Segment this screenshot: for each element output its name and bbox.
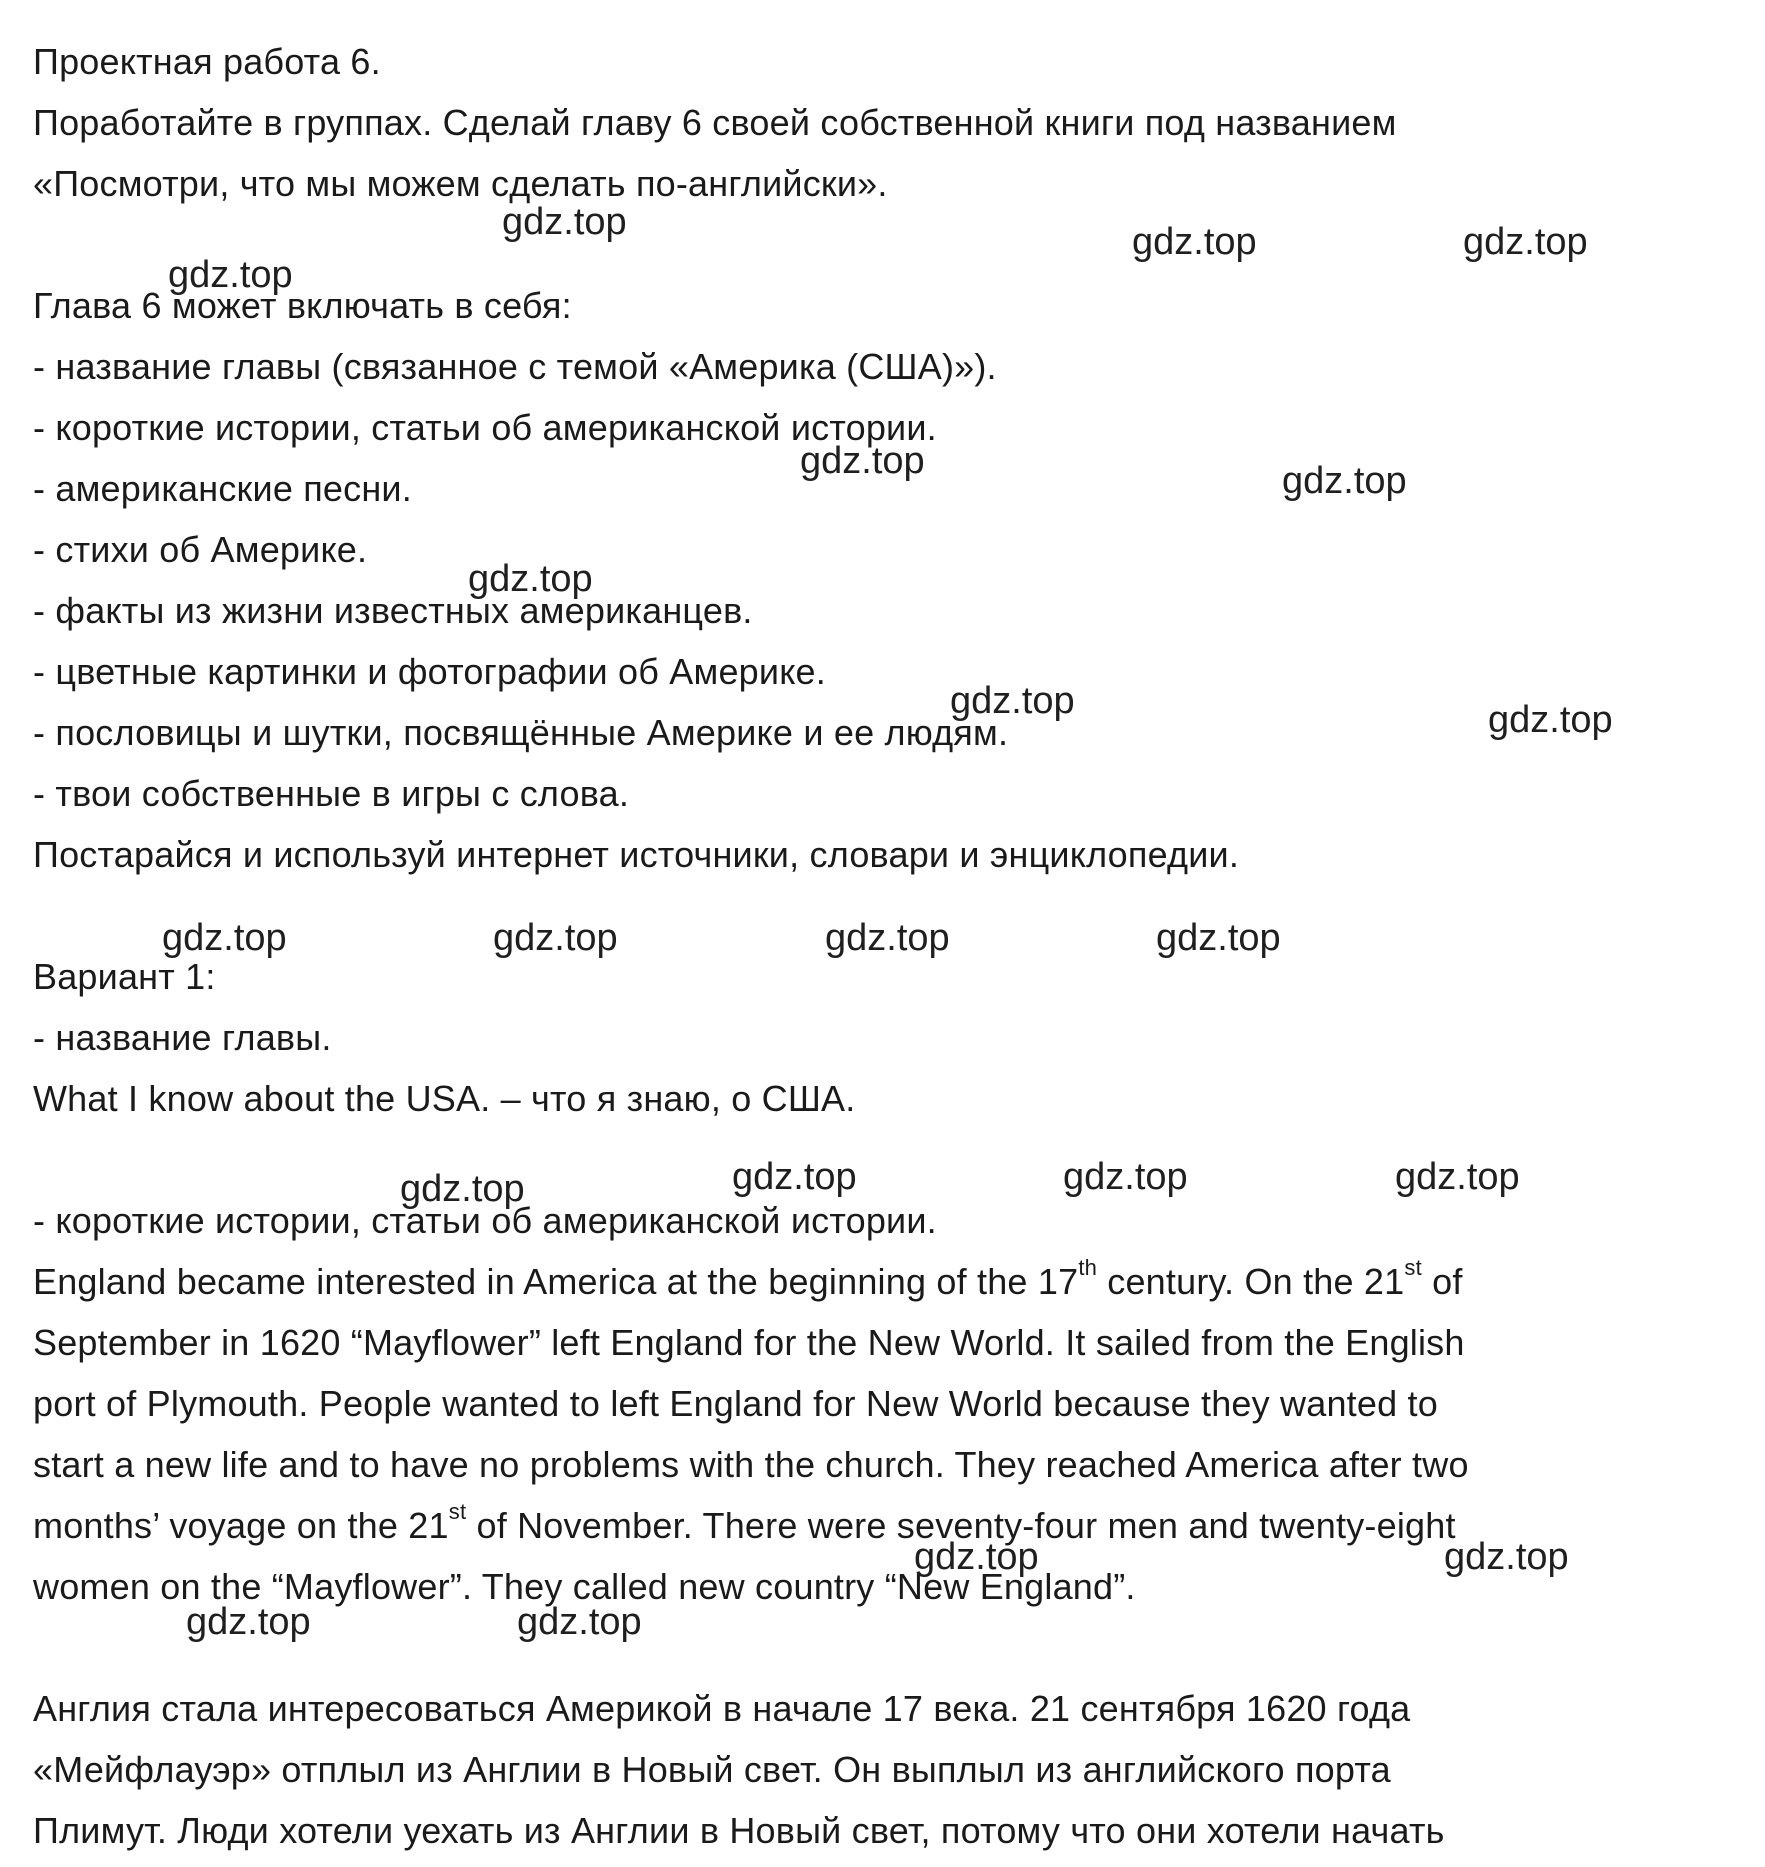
includes-item: - название главы (связанное с темой «Америка (США)»). — [33, 346, 997, 387]
chapter-name-label: - название главы. — [33, 1017, 332, 1058]
english-paragraph-line-2: September in 1620 “Mayflower” left England for the New World. It sailed from the English — [33, 1322, 1465, 1363]
includes-heading: Глава 6 может включать в себя: — [33, 285, 572, 326]
english-line-5-text-b: of November. There were seventy-four men and twenty-eight — [466, 1505, 1456, 1546]
watermark: gdz.top — [186, 1601, 311, 1643]
watermark: gdz.top — [493, 917, 618, 959]
watermark: gdz.top — [914, 1536, 1039, 1578]
watermark: gdz.top — [1444, 1536, 1569, 1578]
includes-item: - пословицы и шутки, посвящённые Америке и ее людям. — [33, 712, 1009, 753]
variant-heading: Вариант 1: — [33, 956, 216, 997]
watermark: gdz.top — [1132, 221, 1257, 263]
russian-paragraph-line-2: «Мейфлауэр» отплыл из Англии в Новый свет. Он выплыл из английского порта — [33, 1749, 1391, 1790]
watermark: gdz.top — [950, 680, 1075, 722]
watermark: gdz.top — [1488, 699, 1613, 741]
english-line-5-text-a: months’ voyage on the 21 — [33, 1505, 449, 1546]
includes-item: - цветные картинки и фотографии об Америке. — [33, 651, 826, 692]
includes-item: - короткие истории, статьи об американской истории. — [33, 407, 937, 448]
watermark: gdz.top — [1395, 1156, 1520, 1198]
russian-paragraph-line-3: Плимут. Люди хотели уехать из Англии в Новый свет, потому что они хотели начать — [33, 1810, 1445, 1851]
includes-item: - стихи об Америке. — [33, 529, 368, 570]
watermark: gdz.top — [168, 254, 293, 296]
superscript-st: st — [448, 1499, 467, 1524]
watermark: gdz.top — [517, 1601, 642, 1643]
superscript-st: st — [1404, 1255, 1422, 1280]
includes-item: - факты из жизни известных американцев. — [33, 590, 753, 631]
english-line-1-text-a: England became interested in America at the beginning of the 17 — [33, 1261, 1079, 1302]
english-line-1-text-b: century. On the 21 — [1097, 1261, 1405, 1302]
watermark: gdz.top — [1282, 460, 1407, 502]
intro-line-2: «Посмотри, что мы можем сделать по-английски». — [33, 163, 888, 204]
english-line-1-text-c: of — [1421, 1261, 1463, 1302]
watermark: gdz.top — [732, 1156, 857, 1198]
includes-item: - твои собственные в игры с слова. — [33, 773, 630, 814]
document-title: Проектная работа 6. — [33, 41, 381, 82]
chapter-name-value: What I know about the USA. – что я знаю, о США. — [33, 1078, 856, 1119]
includes-item: - американские песни. — [33, 468, 412, 509]
advice-line: Постарайся и используй интернет источники, словари и энциклопедии. — [33, 834, 1240, 875]
stories-label: - короткие истории, статьи об американской истории. — [33, 1200, 937, 1241]
watermark: gdz.top — [825, 917, 950, 959]
watermark: gdz.top — [1063, 1156, 1188, 1198]
english-paragraph-line-3: port of Plymouth. People wanted to left England for New World because they wanted to — [33, 1383, 1438, 1424]
watermark: gdz.top — [162, 917, 287, 959]
watermark: gdz.top — [800, 440, 925, 482]
russian-paragraph-line-1: Англия стала интересоваться Америкой в начале 17 века. 21 сентября 1620 года — [33, 1688, 1411, 1729]
intro-line-1: Поработайте в группах. Сделай главу 6 своей собственной книги под названием — [33, 102, 1397, 143]
english-paragraph-line-5 — [33, 1499, 1456, 1548]
english-paragraph-line-6: women on the “Mayflower”. They called new country “New England”. — [33, 1566, 1136, 1607]
watermark: gdz.top — [400, 1168, 525, 1210]
watermark: gdz.top — [1463, 221, 1588, 263]
watermark: gdz.top — [1156, 917, 1281, 959]
superscript-th: th — [1078, 1255, 1098, 1280]
english-paragraph-line-1 — [33, 1255, 1463, 1304]
english-paragraph-line-4: start a new life and to have no problems with the church. They reached America after two — [33, 1444, 1469, 1485]
watermark: gdz.top — [468, 558, 593, 600]
watermark: gdz.top — [502, 201, 627, 243]
